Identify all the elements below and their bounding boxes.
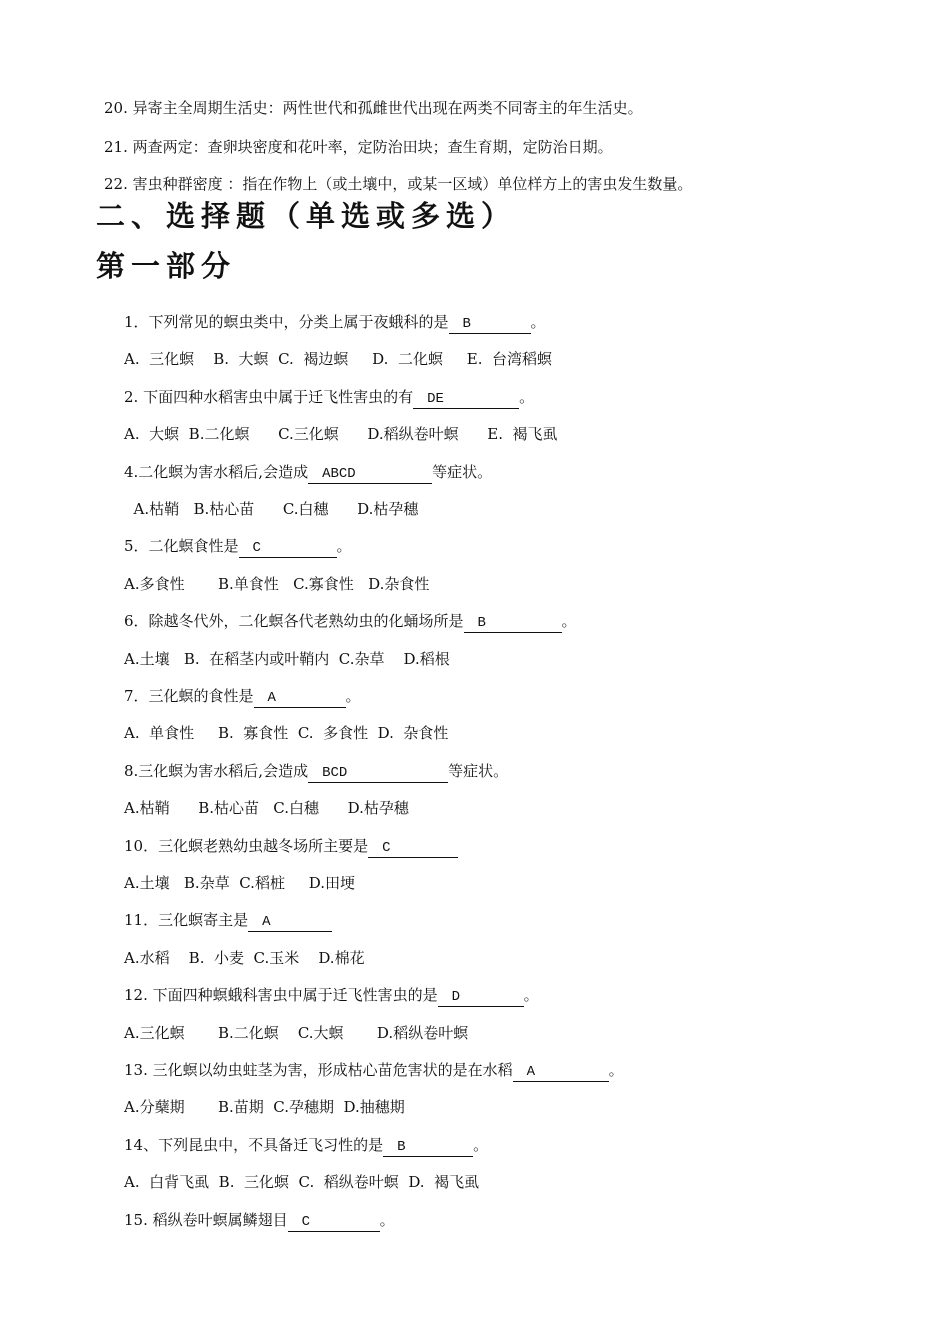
question-3-options: A.枯鞘 B.枯心苗 C.白穗 D.枯孕穗 bbox=[124, 500, 419, 518]
part-title: 第一部分 bbox=[96, 249, 237, 283]
question-4-options: A.多食性 B.单食性 C.寡食性 D.杂食性 bbox=[124, 575, 430, 593]
question-6-options: A. 单食性 B. 寡食性 C. 多食性 D. 杂食性 bbox=[124, 724, 449, 742]
question-suffix: 。 bbox=[345, 687, 361, 705]
question-suffix: 。 bbox=[473, 1136, 489, 1154]
question-1-options: A. 三化螟 B. 大螟 C. 褐边螟 D. 二化螟 E. 台湾稻螟 bbox=[124, 350, 553, 368]
answer-blank: B bbox=[383, 1139, 473, 1157]
question-5-options: A.土壤 B. 在稻茎内或叶鞘内 C.杂草 D.稻根 bbox=[124, 650, 450, 668]
question-11 bbox=[124, 1060, 624, 1082]
question-4 bbox=[124, 536, 352, 558]
question-suffix: 等症状。 bbox=[432, 463, 493, 481]
definition-21: 21. 两查两定：查卵块密度和花叶率，定防治田块；查生育期，定防治日期。 bbox=[104, 138, 613, 156]
question-text: 6．除越冬代外，二化螟各代老熟幼虫的化蛹场所是 bbox=[124, 612, 464, 630]
question-text: 11．三化螟寄主是 bbox=[124, 911, 249, 929]
question-suffix: 。 bbox=[523, 986, 539, 1004]
question-5 bbox=[124, 611, 577, 633]
question-suffix: 。 bbox=[379, 1211, 395, 1229]
question-suffix: 。 bbox=[519, 388, 535, 406]
question-suffix: 等症状。 bbox=[448, 762, 509, 780]
answer-blank: BCD bbox=[308, 765, 448, 783]
question-text: 13. 三化螟以幼虫蛀茎为害，形成枯心苗危害状的是在水稻 bbox=[124, 1061, 513, 1079]
question-10 bbox=[124, 985, 539, 1007]
question-text: 5．二化螟食性是 bbox=[124, 537, 239, 555]
answer-blank: C bbox=[288, 1214, 380, 1232]
question-text: 8.三化螟为害水稻后,会造成 bbox=[124, 762, 309, 780]
question-6 bbox=[124, 686, 361, 708]
question-text: 7．三化螟的食性是 bbox=[124, 687, 254, 705]
answer-blank: A bbox=[513, 1064, 609, 1082]
question-7 bbox=[124, 761, 508, 783]
answer-blank: A bbox=[248, 914, 332, 932]
question-2 bbox=[124, 387, 534, 409]
answer-blank: ABCD bbox=[308, 466, 432, 484]
question-12 bbox=[124, 1135, 488, 1157]
question-2-options: A. 大螟 B.二化螟 C.三化螟 D.稻纵卷叶螟 E. 褐飞虱 bbox=[124, 425, 558, 443]
section-title: 二、选择题（单选或多选） bbox=[96, 199, 517, 233]
answer-blank: C bbox=[368, 840, 458, 858]
question-3 bbox=[124, 462, 492, 484]
question-suffix: 。 bbox=[530, 313, 546, 331]
question-8 bbox=[124, 836, 458, 858]
question-1 bbox=[124, 312, 546, 334]
question-text: 15. 稻纵卷叶螟属鳞翅目 bbox=[124, 1211, 288, 1229]
question-text: 10．三化螟老熟幼虫越冬场所主要是 bbox=[124, 837, 369, 855]
definition-22: 22. 害虫种群密度 ：指在作物上（或土壤中，或某一区域）单位样方上的害虫发生数量。 bbox=[104, 175, 693, 193]
question-9 bbox=[124, 910, 332, 932]
question-text: 12. 下面四种螟蛾科害虫中属于迁飞性害虫的是 bbox=[124, 986, 438, 1004]
question-suffix: 。 bbox=[336, 537, 352, 555]
question-13 bbox=[124, 1210, 395, 1232]
question-suffix: 。 bbox=[561, 612, 577, 630]
question-text: 2. 下面四种水稻害虫中属于迁飞性害虫的有 bbox=[124, 388, 414, 406]
answer-blank: D bbox=[438, 989, 524, 1007]
question-text: 1．下列常见的螟虫类中，分类上属于夜蛾科的是 bbox=[124, 313, 449, 331]
question-7-options: A.枯鞘 B.枯心苗 C.白穗 D.枯孕穗 bbox=[124, 799, 409, 817]
question-text: 4.二化螟为害水稻后,会造成 bbox=[124, 463, 309, 481]
definition-20: 20. 异寄主全周期生活史：两性世代和孤雌世代出现在两类不同寄主的年生活史。 bbox=[104, 99, 643, 117]
answer-blank: DE bbox=[413, 391, 519, 409]
question-suffix: 。 bbox=[608, 1061, 624, 1079]
answer-blank: C bbox=[239, 540, 337, 558]
question-12-options: A. 白背飞虱 B. 三化螟 C. 稻纵卷叶螟 D. 褐飞虱 bbox=[124, 1173, 480, 1191]
question-10-options: A.三化螟 B.二化螟 C.大螟 D.稻纵卷叶螟 bbox=[124, 1024, 469, 1042]
question-11-options: A.分蘖期 B.苗期 C.孕穗期 D.抽穗期 bbox=[124, 1098, 405, 1116]
question-text: 14、下列昆虫中，不具备迁飞习性的是 bbox=[124, 1136, 384, 1154]
answer-blank: A bbox=[254, 690, 346, 708]
question-9-options: A.水稻 B. 小麦 C.玉米 D.棉花 bbox=[124, 949, 365, 967]
answer-blank: B bbox=[449, 316, 531, 334]
question-8-options: A.土壤 B.杂草 C.稻桩 D.田埂 bbox=[124, 874, 356, 892]
answer-blank: B bbox=[464, 615, 562, 633]
